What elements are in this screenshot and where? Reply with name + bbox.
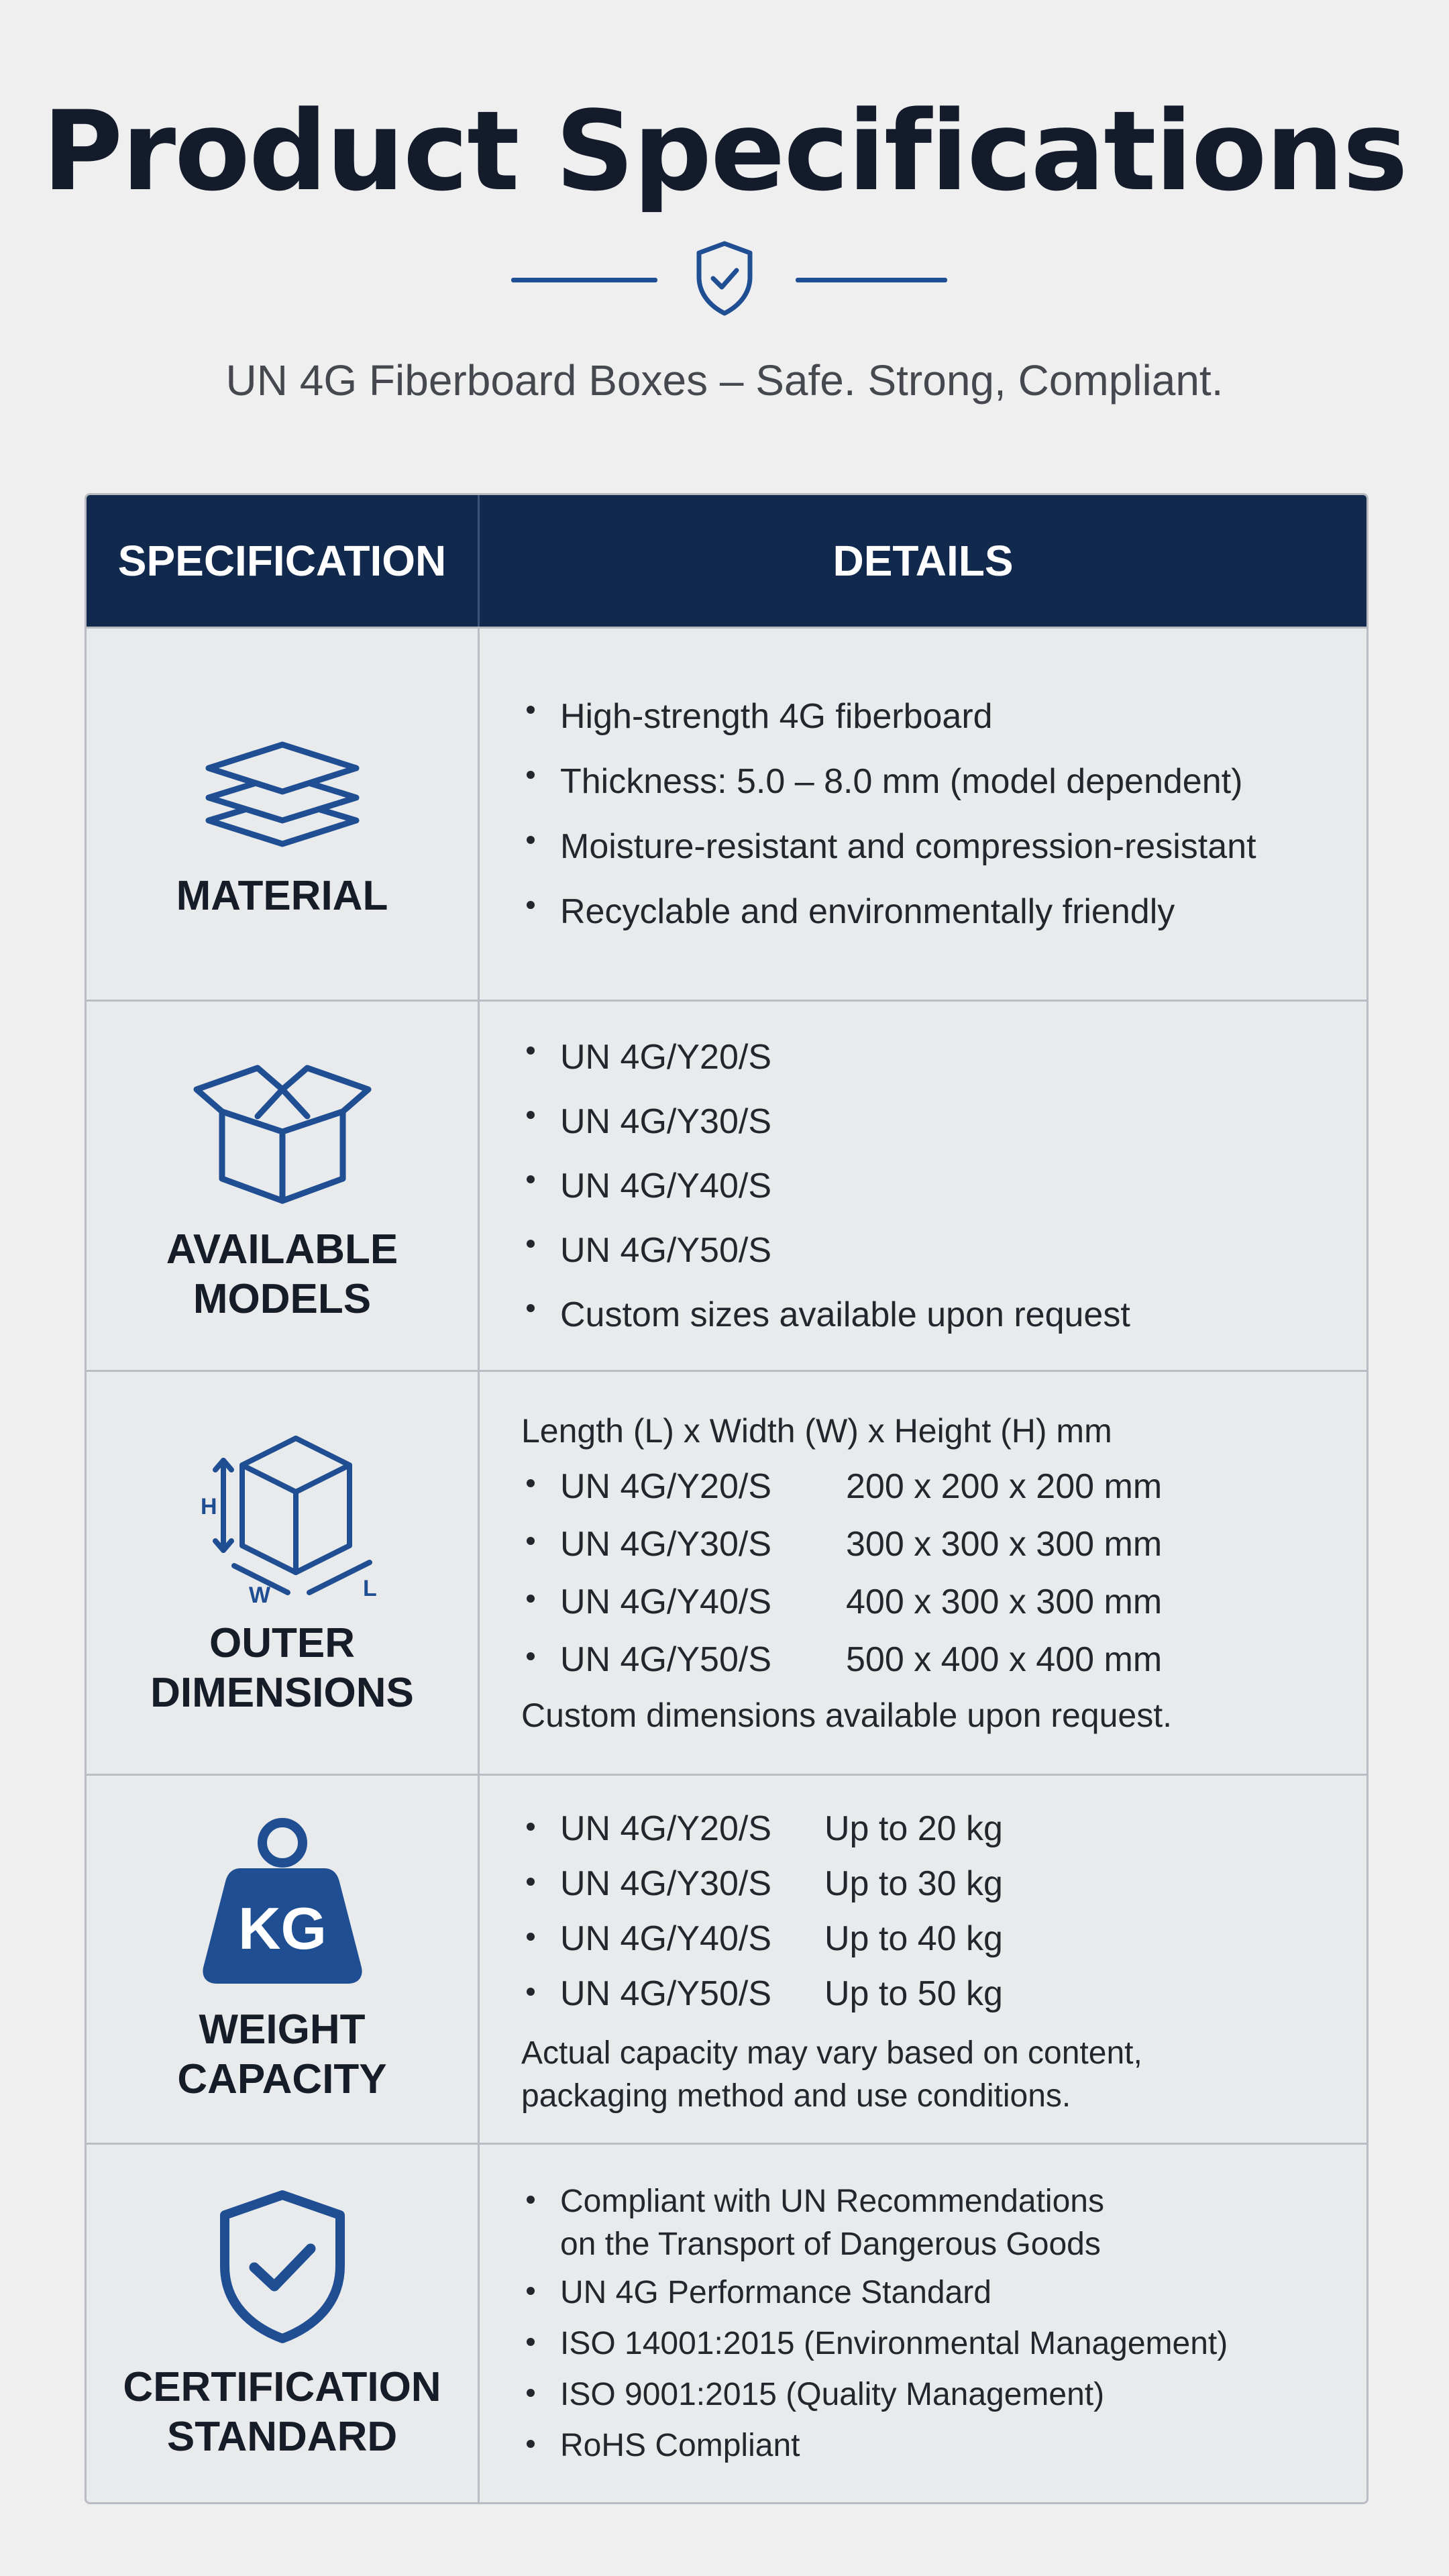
dimensions-intro: Length (L) x Width (W) x Height (H) mm [521,1411,1112,1450]
list-item: Thickness: 5.0 – 8.0 mm (model dependent) [521,749,1366,814]
kg-text: KG [237,1894,327,1962]
spec-cell [87,2145,480,2502]
table-row-certification [87,2143,1366,2502]
dimensions-note: Custom dimensions available upon request. [521,1696,1172,1734]
details-cell [480,629,1366,1000]
list-item: UN 4G/Y20/S Up to 20 kg [521,1801,1366,1856]
spec-cell [87,1776,480,2143]
page-title: Product Specifications [42,87,1407,215]
list-item: UN 4G/Y50/S 500 x 400 x 400 mm [521,1631,1366,1688]
spec-cell [87,629,480,1000]
list-item: UN 4G/Y20/S 200 x 200 x 200 mm [521,1458,1366,1515]
list-item: ISO 9001:2015 (Quality Management) [521,2369,1366,2420]
list-item: RoHS Compliant [521,2420,1366,2471]
dimension-label-h: H [200,1493,217,1519]
list-item: UN 4G/Y20/S [521,1025,1366,1089]
dimension-label-w: W [248,1582,270,1603]
table-row-material [87,627,1366,1000]
shield-check-icon [209,2186,356,2347]
spec-cell [87,1372,480,1774]
table-row-weight [87,1774,1366,2143]
details-cell [480,1372,1366,1774]
list-item: High-strength 4G fiberboard [521,684,1366,749]
details-cell [480,2145,1366,2502]
list-item: Moisture-resistant and compression-resistant [521,814,1366,879]
list-item: UN 4G Performance Standard [521,2267,1366,2318]
kg-weight-icon [195,1815,370,1989]
list-item: Recyclable and environmentally friendly [521,879,1366,945]
dimension-label-l: L [362,1575,377,1601]
spec-cell [87,1002,480,1370]
list-item: UN 4G/Y30/S Up to 30 kg [521,1856,1366,1911]
list-item: Compliant with UN Recommendations on the Transport of Dangerous Goods [521,2176,1366,2267]
table-row-models [87,1000,1366,1370]
spec-label: OUTER DIMENSIONS [150,1619,414,1716]
header-specification: SPECIFICATION [87,495,480,627]
page-subtitle: UN 4G Fiberboard Boxes – Safe. Strong, Compliant. [225,356,1224,405]
spec-label: WEIGHT CAPACITY [177,2006,387,2102]
spec-label: MATERIAL [176,872,388,919]
layers-icon [199,708,366,855]
header-details: DETAILS [833,537,1014,585]
spec-table [85,493,1368,2504]
list-item: UN 4G/Y40/S 400 x 300 x 300 mm [521,1573,1366,1631]
list-item: Custom sizes available upon request [521,1283,1366,1347]
open-box-icon [189,1048,376,1209]
list-item: UN 4G/Y40/S Up to 40 kg [521,1911,1366,1966]
table-row-dimensions [87,1370,1366,1774]
divider-line-right [796,278,947,282]
list-item: ISO 14001:2015 (Environmental Management) [521,2318,1366,2369]
divider-line-left [511,278,657,282]
details-cell [480,1002,1366,1370]
title-divider [0,238,1449,319]
spec-label: CERTIFICATION STANDARD [123,2363,441,2460]
list-item: UN 4G/Y50/S Up to 50 kg [521,1966,1366,2021]
details-cell [480,1776,1366,2143]
cube-dimensions-icon [168,1428,396,1603]
list-item: UN 4G/Y50/S [521,1218,1366,1283]
list-item: UN 4G/Y30/S [521,1089,1366,1154]
shield-check-icon [691,238,758,319]
weight-note: Actual capacity may vary based on content, packaging method and use conditions. [521,2035,1142,2114]
table-header [87,495,1366,627]
list-item: UN 4G/Y40/S [521,1154,1366,1218]
spec-label: AVAILABLE MODELS [166,1226,398,1322]
list-item: UN 4G/Y30/S 300 x 300 x 300 mm [521,1515,1366,1573]
